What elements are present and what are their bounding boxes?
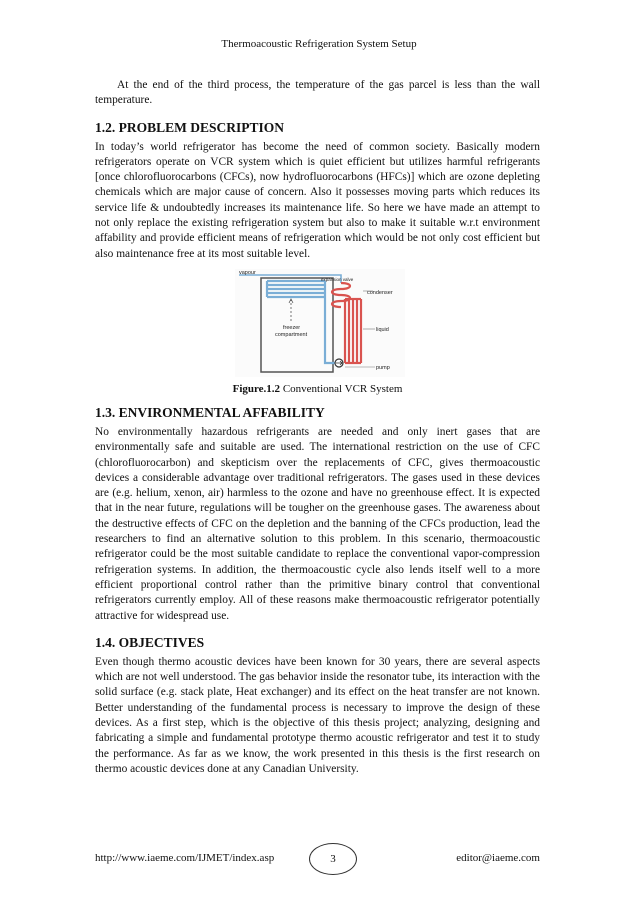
figure-vcr-system xyxy=(95,269,540,397)
footer-journal-link[interactable]: http://www.iaeme.com/IJMET/index.asp xyxy=(95,852,275,864)
label-pump: pump xyxy=(376,364,390,371)
main-content xyxy=(95,78,540,777)
section-body-problem: In today’s world refrigerator has become the need of common society. Basically modern refrigerators operate on VCR system which is quiet efficient but utilizes harmful refrigerants [once chlorofluorocarbons (CFCs), now hydrofluorocarbons (HFCs)] which are ozone depleting chemicals which are major cause of concern. Also it possesses moving parts which reduces its service life & undoubtedly increases its maintenance life. So here we have made an attempt to not only replace the existing refrigeration system but also to make it suitable w.r.t environment affability and provide efficient means of refrigeration which would be not only cost efficient but also maintenance free at its most suitable level. xyxy=(95,140,540,260)
label-condenser: condenser xyxy=(367,289,393,296)
figure-caption xyxy=(95,382,540,397)
section-heading-objectives: 1.4. OBJECTIVES xyxy=(95,634,205,650)
figure-caption-number: Figure.1.2 xyxy=(232,382,281,395)
intro-paragraph: At the end of the third process, the temperature of the gas parcel is less than the wall temperature. xyxy=(95,79,540,107)
vcr-diagram xyxy=(235,269,405,377)
label-compartment: compartment xyxy=(275,331,308,338)
section-body-objectives: Even though thermo acoustic devices have been known for 30 years, there are several aspects which are not well understood. The gas behavior inside the resonator tube, its interaction with the solid surface (e.g. stack plate, Heat exchanger) and its effect on the heat transfer are not known. Better understanding of the fundamental process is necessary to improve the design of these devices. As a first step, which is the objective of this thesis project; analyzing, designing and fabricating a simple and fundamental prototype thermo acoustic refrigerator and test it to study the performance. As far as we know, the work presented in this thesis is the first research on thermo acoustic devices done at any Canadian University. xyxy=(95,655,540,775)
page-footer xyxy=(95,843,540,873)
section-body-environmental: No environmentally hazardous refrigerants are needed and only inert gases that are environmentally safe and suitable are used. The international restriction on the use of CFC (chlorofluorocarbon) and skepticism over the replacements of CFC, gives thermoacoustic devices a considerable advantage over traditional refrigerators. The gases used in these devices are (e.g. helium, xenon, air) harmless to the ozone and have no greenhouse effect. It is expected that in the near future, regulations will be tougher on the greenhouse gases. The awareness about the destructive effects of CFC on the depletion and the banning of the CFCs production, lead the researchers to find an alternative solution to this problem. In this scenario, thermoacoustic refrigerator could be the most suitable candidate to replace the conventional vapor-compression refrigeration systems. In addition, the thermoacoustic cycle also lends itself well to a more efficient proportional control rather than the primitive binary control that conventional refrigerators currently employ. All of these reasons make thermoacoustic refrigerator potentially attractive for widespread use. xyxy=(95,425,540,622)
footer-email-link[interactable]: editor@iaeme.com xyxy=(456,852,540,864)
label-expansion-valve: expansion valve xyxy=(321,276,354,282)
label-vapour: vapour xyxy=(239,269,256,276)
running-header: Thermoacoustic Refrigeration System Setup xyxy=(221,38,417,50)
label-freezer: freezer xyxy=(283,324,301,331)
section-heading-problem: 1.2. PROBLEM DESCRIPTION xyxy=(95,119,285,135)
section-heading-environmental: 1.3. ENVIRONMENTAL AFFABILITY xyxy=(95,404,325,420)
page-number: 3 xyxy=(309,843,357,875)
label-liquid: liquid xyxy=(376,326,389,333)
figure-caption-text: Conventional VCR System xyxy=(280,382,403,395)
